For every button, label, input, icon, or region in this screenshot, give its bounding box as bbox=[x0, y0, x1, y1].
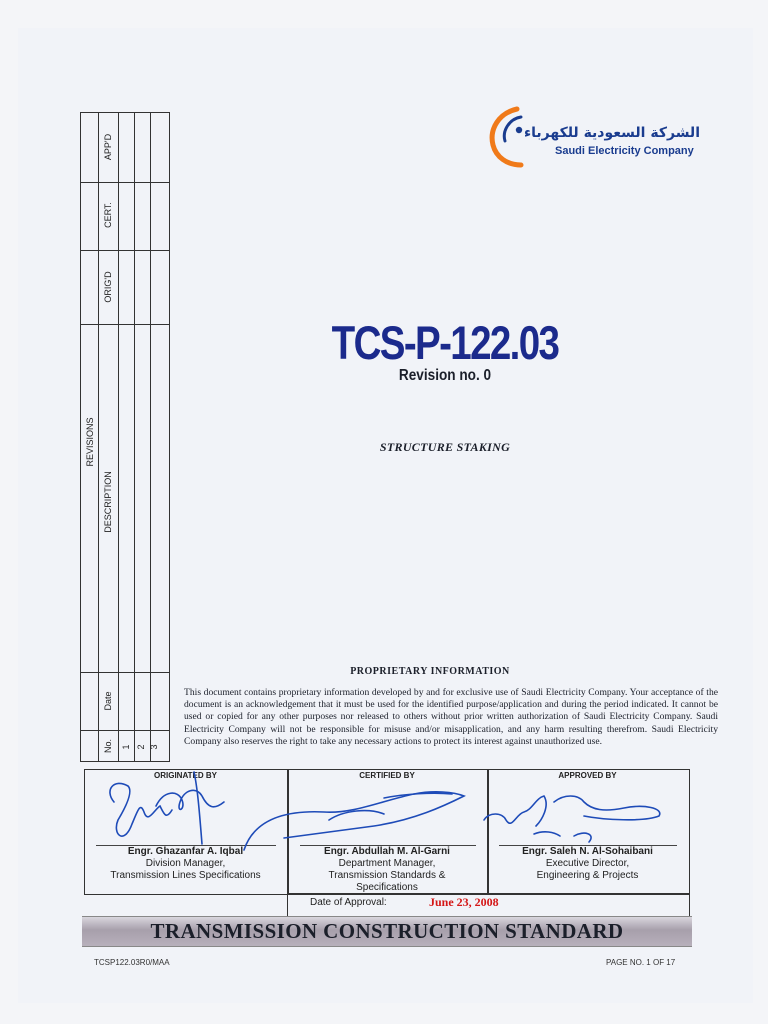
proprietary-text: This document contains proprietary information developed by and for exclusive use of Saudi Electricity Company. Your acceptance of the document is an acknowledgement that it must be used for the identified purpose/application and during the period indicated. It cannot be used or copied for any other purposes nor released to others without prior written authorization of Saudi Electricity Company. Saudi Electricity Company will not be responsible for misuse and/or misapplication, and any harm resulting therefrom. Saudi Electricity Company also reserves the right to take any necessary actions to protect its interest against unauthorized use. bbox=[184, 687, 718, 747]
row-number-3: 3 bbox=[149, 744, 159, 750]
originator-role-1: Division Manager, bbox=[145, 858, 226, 869]
certified-heading: CERTIFIED BY bbox=[359, 771, 415, 780]
column-date: Date bbox=[103, 691, 113, 711]
column-no: No. bbox=[103, 739, 113, 754]
approver-name: Engr. Saleh N. Al-Sohaibani bbox=[522, 846, 653, 857]
approved-heading: APPROVED BY bbox=[558, 771, 617, 780]
row-number-2: 2 bbox=[136, 744, 146, 750]
footer-page-number: PAGE NO. 1 OF 17 bbox=[606, 958, 676, 967]
originated-heading: ORIGINATED BY bbox=[154, 771, 217, 780]
originator-name: Engr. Ghazanfar A. Iqbal bbox=[127, 846, 244, 857]
originator-role-2: Transmission Lines Specifications bbox=[110, 870, 261, 881]
banner-text: TRANSMISSION CONSTRUCTION STANDARD bbox=[150, 919, 624, 943]
row-number-1: 1 bbox=[121, 744, 131, 750]
certifier-role-2: Transmission Standards & bbox=[328, 870, 446, 881]
revision-number: Revision no. 0 bbox=[398, 367, 492, 384]
logo-english-text: Saudi Electricity Company bbox=[555, 145, 694, 157]
company-logo bbox=[485, 103, 705, 173]
column-origd: ORIG'D bbox=[103, 271, 113, 303]
certifier-name: Engr. Abdullah M. Al-Garni bbox=[324, 846, 450, 857]
standard-banner bbox=[82, 916, 692, 947]
revisions-heading: REVISIONS bbox=[85, 417, 95, 467]
column-cert: CERT. bbox=[103, 202, 113, 228]
logo-arabic-text: الشركة السعودية للكهرباء bbox=[523, 125, 700, 141]
approval-date-value: June 23, 2008 bbox=[429, 895, 499, 909]
revisions-table bbox=[80, 112, 170, 762]
column-appd: APP'D bbox=[103, 133, 113, 161]
approver-role-2: Engineering & Projects bbox=[536, 870, 639, 881]
proprietary-heading: PROPRIETARY INFORMATION bbox=[350, 666, 510, 677]
approval-date-label: Date of Approval: bbox=[310, 897, 387, 908]
column-description: DESCRIPTION bbox=[103, 471, 113, 533]
certifier-role-1: Department Manager, bbox=[338, 858, 436, 869]
document-code: TCS-P-122.03 bbox=[331, 316, 559, 369]
handwritten-signatures bbox=[84, 750, 704, 860]
document-title: STRUCTURE STAKING bbox=[379, 440, 511, 454]
certifier-role-3: Specifications bbox=[356, 882, 418, 893]
footer-document-code: TCSP122.03R0/MAA bbox=[94, 958, 170, 967]
approver-role-1: Executive Director, bbox=[545, 858, 630, 869]
